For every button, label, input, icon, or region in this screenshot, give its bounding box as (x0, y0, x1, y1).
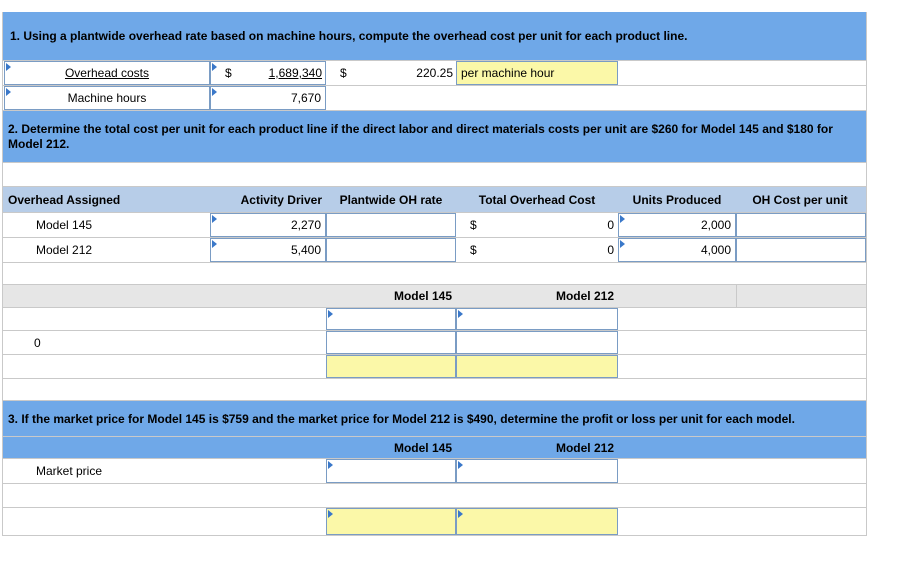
model-145-oh-rate-input[interactable] (326, 213, 456, 237)
sub-col-model-145: Model 145 (393, 289, 452, 303)
q2-column-header-row (2, 187, 866, 213)
zero-label: 0 (34, 335, 41, 350)
overhead-costs-row (2, 61, 866, 86)
q2-sub-zero-row (2, 331, 866, 355)
overhead-costs-label-cell[interactable] (4, 61, 210, 85)
machine-hours-label: Machine hours (67, 91, 147, 105)
frame-left (2, 12, 3, 536)
input-marker-icon (328, 510, 333, 518)
model-145-total-cell (456, 213, 618, 237)
divider (736, 285, 737, 308)
q2-sub-total-row (2, 355, 866, 379)
col-oh-cost-per-unit: OH Cost per unit (752, 192, 848, 207)
machine-hours-row (2, 86, 866, 111)
model-212-total-cell (456, 238, 618, 262)
q3-model-212-total-input[interactable] (456, 508, 618, 535)
input-marker-icon (620, 240, 625, 248)
input-marker-icon (6, 63, 11, 71)
q3-title: 3. If the market price for Model 145 is $759 and the market price for Model 212 is $490, determine the profit or loss per unit for each model. (8, 411, 795, 426)
input-marker-icon (458, 510, 463, 518)
sub-model-212-total-input[interactable] (456, 355, 618, 378)
model-145-oh-per-unit-input[interactable] (736, 213, 866, 237)
q3-col-model-212: Model 212 (555, 440, 614, 455)
sub-model-212-input-2[interactable] (456, 331, 618, 354)
spacer-row (2, 263, 866, 285)
model-212-driver-cell[interactable] (210, 238, 326, 262)
model-212-total-dollar: $ (470, 243, 477, 257)
frame-right (866, 12, 867, 536)
model-212-total: 0 (607, 243, 614, 257)
overhead-costs-label: Overhead costs (64, 66, 150, 80)
machine-hours-label-cell[interactable] (4, 86, 210, 110)
q2-sub-header-row (2, 285, 866, 308)
model-212-label: Model 212 (36, 243, 93, 257)
model-145-total: 0 (607, 218, 614, 232)
q3-column-header-row (2, 437, 866, 459)
market-price-212-input[interactable] (456, 459, 618, 483)
rate-unit-cell[interactable] (456, 61, 618, 85)
col-activity-driver: Activity Driver (240, 192, 322, 207)
overhead-costs-value: 1,689,340 (268, 66, 322, 80)
input-marker-icon (212, 240, 217, 248)
q3-model-145-total-input[interactable] (326, 508, 456, 535)
input-marker-icon (328, 310, 333, 318)
q2-sub-input-row-1 (2, 308, 866, 331)
input-marker-icon (620, 215, 625, 223)
model-212-units-cell[interactable] (618, 238, 736, 262)
model-145-label: Model 145 (36, 218, 93, 232)
model-145-total-dollar: $ (470, 218, 477, 232)
rate-dollar: $ (340, 66, 347, 80)
rate-value: 220.25 (416, 66, 453, 80)
q1-header (2, 12, 866, 61)
q1-title: 1. Using a plantwide overhead rate based on machine hours, compute the overhead cost per unit for each product line. (10, 29, 688, 43)
q2-title: 2. Determine the total cost per unit for each product line if the direct labor and direct materials costs per unit are $260 for Model 145 and $180 for Model 212. (8, 121, 833, 151)
rate-unit-label: per machine hour (461, 66, 555, 80)
sub-model-145-total-input[interactable] (326, 355, 456, 378)
sub-model-145-input-2[interactable] (326, 331, 456, 354)
input-marker-icon (212, 88, 217, 96)
input-marker-icon (6, 88, 11, 96)
model-145-units: 2,000 (700, 218, 731, 232)
market-price-row (2, 459, 866, 484)
q2-model-212-row (2, 238, 866, 263)
model-212-oh-per-unit-input[interactable] (736, 238, 866, 262)
rate-cell (326, 61, 456, 85)
input-marker-icon (212, 215, 217, 223)
spacer-row (2, 163, 866, 187)
input-marker-icon (328, 461, 333, 469)
machine-hours-value: 7,670 (290, 91, 321, 105)
col-plantwide-oh-rate: Plantwide OH rate (339, 192, 443, 207)
input-marker-icon (458, 310, 463, 318)
q2-header (2, 111, 866, 163)
q3-total-row (2, 508, 866, 536)
input-marker-icon (458, 461, 463, 469)
col-total-overhead-cost: Total Overhead Cost (478, 192, 596, 207)
overhead-costs-dollar: $ (225, 66, 232, 80)
q3-header (2, 401, 866, 437)
market-price-label: Market price (36, 464, 103, 478)
model-145-driver: 2,270 (290, 218, 321, 232)
sub-model-212-input[interactable] (456, 308, 618, 330)
sub-col-model-212: Model 212 (555, 289, 614, 303)
overhead-costs-value-cell[interactable] (210, 61, 326, 85)
col-units-produced: Units Produced (632, 192, 722, 207)
q3-blank-row (2, 484, 866, 508)
col-overhead-assigned: Overhead Assigned (8, 192, 121, 207)
market-price-145-input[interactable] (326, 459, 456, 483)
q3-col-model-145: Model 145 (393, 440, 452, 455)
model-212-driver: 5,400 (290, 243, 321, 257)
machine-hours-value-cell[interactable] (210, 86, 326, 110)
model-145-driver-cell[interactable] (210, 213, 326, 237)
model-212-units: 4,000 (700, 243, 731, 257)
sub-model-145-input[interactable] (326, 308, 456, 330)
q2-model-145-row (2, 213, 866, 238)
model-145-units-cell[interactable] (618, 213, 736, 237)
input-marker-icon (212, 63, 217, 71)
spacer-row (2, 379, 866, 401)
model-212-oh-rate-input[interactable] (326, 238, 456, 262)
